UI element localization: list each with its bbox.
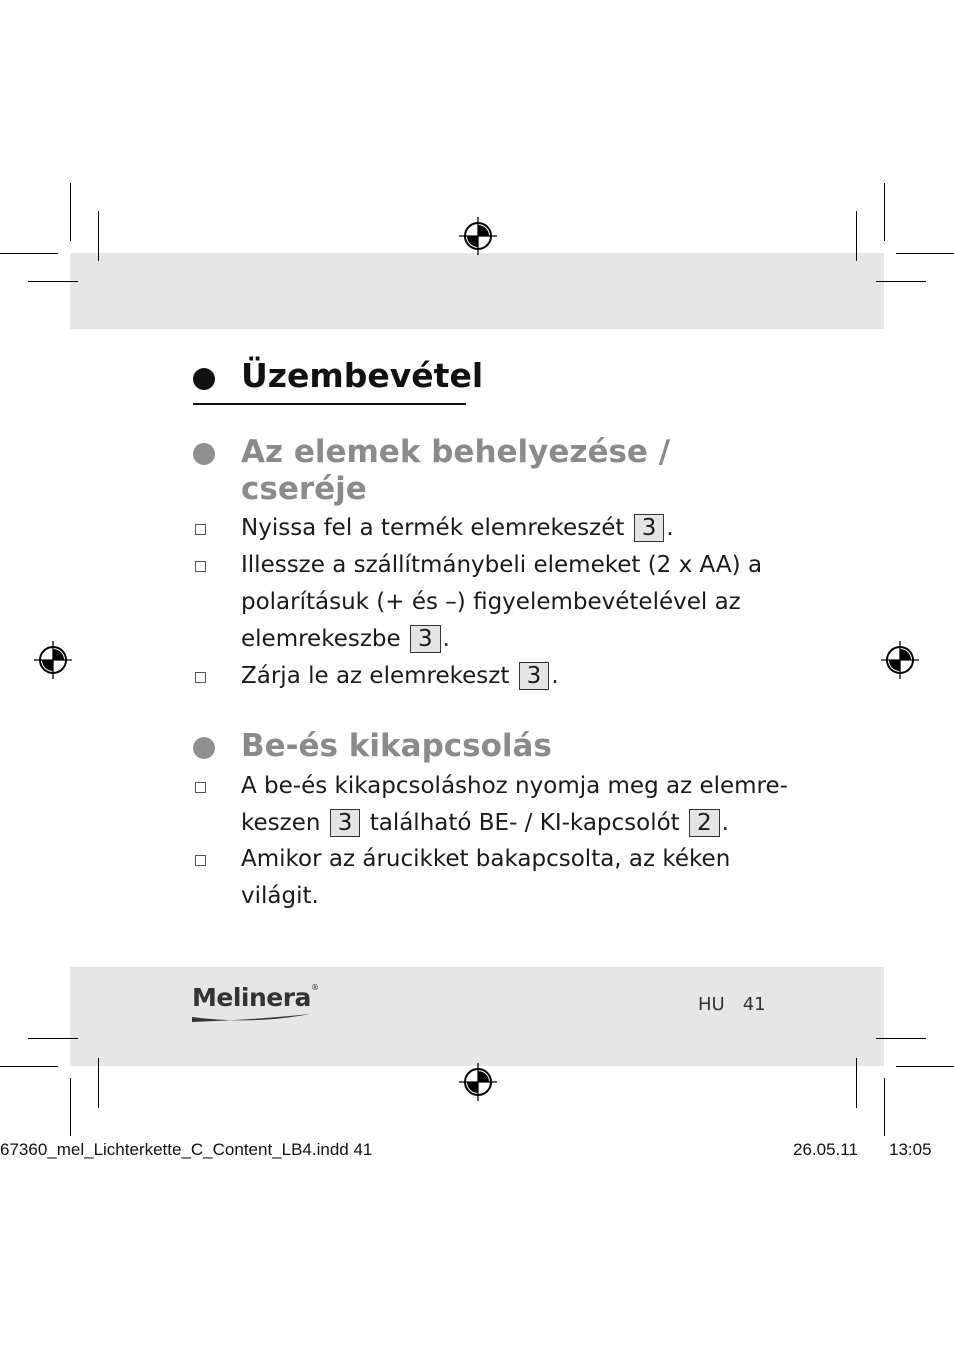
slug-date: 26.05.11 [793,1140,858,1159]
checkbox-square-icon [195,855,206,866]
registration-mark-icon [458,1062,498,1102]
checkbox-square-icon [195,782,206,793]
item-text: található BE- / KI-kapcsolót [362,810,688,836]
page-number: 41 [742,994,766,1015]
item-text: Nyissa fel a termék elemrekeszét [241,515,632,541]
heading-underline [193,403,466,405]
checkbox-square-icon [195,524,206,535]
bullet-dot-icon [193,368,215,390]
reference-number: 2 [689,809,720,837]
bullet-dot-icon [193,443,215,465]
page-footer [698,994,784,1015]
item-text: keszen [241,810,328,836]
language-code: HU [698,994,725,1015]
checkbox-square-icon [195,561,206,572]
section-heading-text: Az elemek behelyezése / cseréje [241,434,671,507]
registration-mark-icon [33,640,73,680]
section-heading-text: Be-és kikapcsolás [241,728,552,764]
registered-mark: ® [310,983,319,992]
reference-number: 3 [634,514,665,542]
item-text-end: . [666,515,674,541]
checkbox-square-icon [195,672,206,683]
item-text: Illessze a szállítmánybeli elemeket (2 x AA) a polarításuk (+ és –) figyelembevételével az elemrekeszbe [241,552,763,652]
reference-number: 3 [410,625,441,653]
item-text-end: . [442,626,450,652]
item-text-end: . [551,663,559,689]
top-band [70,253,884,329]
brand-name: Melinera [192,983,311,1012]
brand-logo [192,983,319,1012]
item-text-end: . [721,810,729,836]
main-heading-text: Üzembevétel [241,356,484,395]
logo-swoosh-icon [192,1011,312,1025]
slug-time: 13:05 [889,1140,932,1159]
item-text: A be-és kikapcsoláshoz nyomja meg az elemre- [241,773,788,799]
registration-mark-icon [458,216,498,256]
reference-number: 3 [519,662,550,690]
slug-filename: 67360_mel_Lichterkette_C_Content_LB4.indd 41 [0,1140,373,1159]
bullet-dot-icon [193,737,215,759]
reference-number: 3 [330,809,361,837]
item-text: Amikor az árucikket bakapcsolta, az kéken világit. [241,846,731,909]
item-text: Zárja le az elemrekeszt [241,663,517,689]
registration-mark-icon [880,640,920,680]
